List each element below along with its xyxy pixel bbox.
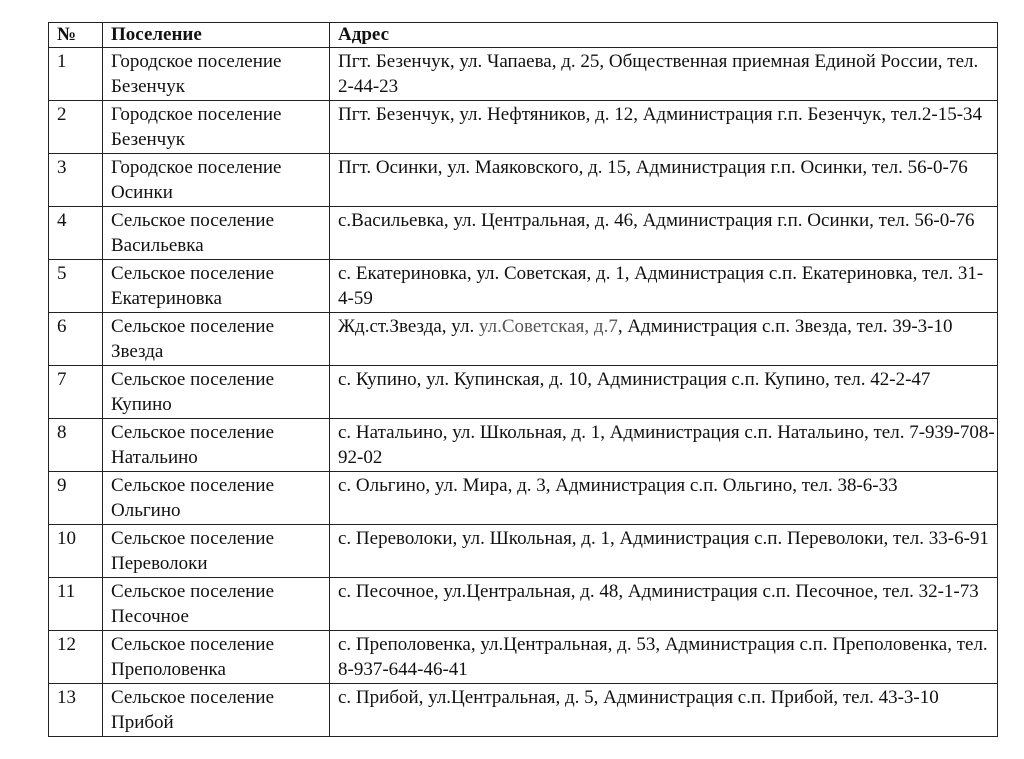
table-row (49, 472, 998, 525)
row-address: с. Прибой, ул.Центральная, д. 5, Администрация с.п. Прибой, тел. 43-3-10 (330, 684, 998, 737)
row-settlement (103, 472, 330, 525)
settlement-type: Городское поселение (111, 104, 282, 125)
settlement-type: Сельское поселение (111, 263, 275, 284)
settlement-type: Сельское поселение (111, 528, 275, 549)
row-address (330, 313, 998, 366)
table-row (49, 419, 998, 472)
row-number: 5 (49, 260, 103, 313)
settlement-name: Осинки (111, 182, 173, 203)
header-row (49, 23, 998, 48)
row-number: 4 (49, 207, 103, 260)
row-number: 11 (49, 578, 103, 631)
table-row (49, 101, 998, 154)
table-body (49, 48, 998, 737)
settlement-type: Городское поселение (111, 157, 282, 178)
row-address: с. Купино, ул. Купинская, д. 10, Администрация с.п. Купино, тел. 42-2-47 (330, 366, 998, 419)
row-number: 13 (49, 684, 103, 737)
row-number: 9 (49, 472, 103, 525)
settlement-type: Сельское поселение (111, 369, 275, 390)
row-settlement (103, 366, 330, 419)
settlement-type: Сельское поселение (111, 581, 275, 602)
settlement-name: Звезда (111, 341, 164, 362)
table-row (49, 578, 998, 631)
row-address: с. Преполовенка, ул.Центральная, д. 53, Администрация с.п. Преполовенка, тел. 8-937-644-46-41 (330, 631, 998, 684)
settlement-name: Васильевка (111, 235, 204, 256)
row-settlement (103, 154, 330, 207)
settlement-type: Сельское поселение (111, 687, 275, 708)
header-settlement: Поселение (103, 23, 330, 48)
row-address: с.Васильевка, ул. Центральная, д. 46, Администрация г.п. Осинки, тел. 56-0-76 (330, 207, 998, 260)
row-settlement (103, 631, 330, 684)
header-number: № (49, 23, 103, 48)
address-street: ул.Советская, д.7 (478, 316, 618, 337)
settlement-type: Сельское поселение (111, 422, 275, 443)
row-number: 6 (49, 313, 103, 366)
row-address: с. Екатериновка, ул. Советская, д. 1, Администрация с.п. Екатериновка, тел. 31-4-59 (330, 260, 998, 313)
settlement-name: Натальино (111, 447, 198, 468)
row-number: 10 (49, 525, 103, 578)
settlement-type: Сельское поселение (111, 634, 275, 655)
table-row (49, 313, 998, 366)
settlement-name: Купино (111, 394, 172, 415)
row-settlement (103, 578, 330, 631)
settlement-type: Городское поселение (111, 51, 282, 72)
row-number: 7 (49, 366, 103, 419)
row-settlement (103, 260, 330, 313)
table-header (49, 23, 998, 48)
settlement-name: Преполовенка (111, 659, 226, 680)
row-address: Пгт. Осинки, ул. Маяковского, д. 15, Администрация г.п. Осинки, тел. 56-0-76 (330, 154, 998, 207)
table-row (49, 207, 998, 260)
row-settlement (103, 48, 330, 101)
settlement-name: Безенчук (111, 76, 185, 97)
settlement-name: Безенчук (111, 129, 185, 150)
table-row (49, 684, 998, 737)
row-settlement (103, 101, 330, 154)
row-number: 12 (49, 631, 103, 684)
row-number: 3 (49, 154, 103, 207)
settlement-name: Прибой (111, 712, 174, 733)
row-number: 1 (49, 48, 103, 101)
table-row (49, 525, 998, 578)
table-row (49, 366, 998, 419)
row-settlement (103, 684, 330, 737)
table-row (49, 631, 998, 684)
row-address: Пгт. Безенчук, ул. Чапаева, д. 25, Общественная приемная Единой России, тел. 2-44-23 (330, 48, 998, 101)
row-settlement (103, 207, 330, 260)
table-row (49, 48, 998, 101)
table-row (49, 260, 998, 313)
header-address: Адрес (330, 23, 998, 48)
address-prefix: Жд.ст.Звезда, ул. (338, 316, 479, 337)
table-row (49, 154, 998, 207)
settlement-type: Сельское поселение (111, 210, 275, 231)
settlement-name: Ольгино (111, 500, 181, 521)
row-settlement (103, 525, 330, 578)
address-suffix: , Администрация с.п. Звезда, тел. 39-3-10 (617, 316, 953, 337)
row-address: с. Ольгино, ул. Мира, д. 3, Администрация с.п. Ольгино, тел. 38-6-33 (330, 472, 998, 525)
row-settlement (103, 313, 330, 366)
settlement-type: Сельское поселение (111, 316, 275, 337)
row-number: 8 (49, 419, 103, 472)
settlement-name: Переволоки (111, 553, 208, 574)
settlements-table (48, 22, 998, 737)
row-address: Пгт. Безенчук, ул. Нефтяников, д. 12, Администрация г.п. Безенчук, тел.2-15-34 (330, 101, 998, 154)
settlement-name: Песочное (111, 606, 189, 627)
row-address: с. Переволоки, ул. Школьная, д. 1, Администрация с.п. Переволоки, тел. 33-6-91 (330, 525, 998, 578)
row-number: 2 (49, 101, 103, 154)
settlement-name: Екатериновка (111, 288, 222, 309)
row-address: с. Песочное, ул.Центральная, д. 48, Администрация с.п. Песочное, тел. 32-1-73 (330, 578, 998, 631)
settlement-type: Сельское поселение (111, 475, 275, 496)
row-address: с. Натальино, ул. Школьная, д. 1, Администрация с.п. Натальино, тел. 7-939-708-92-02 (330, 419, 998, 472)
row-settlement (103, 419, 330, 472)
